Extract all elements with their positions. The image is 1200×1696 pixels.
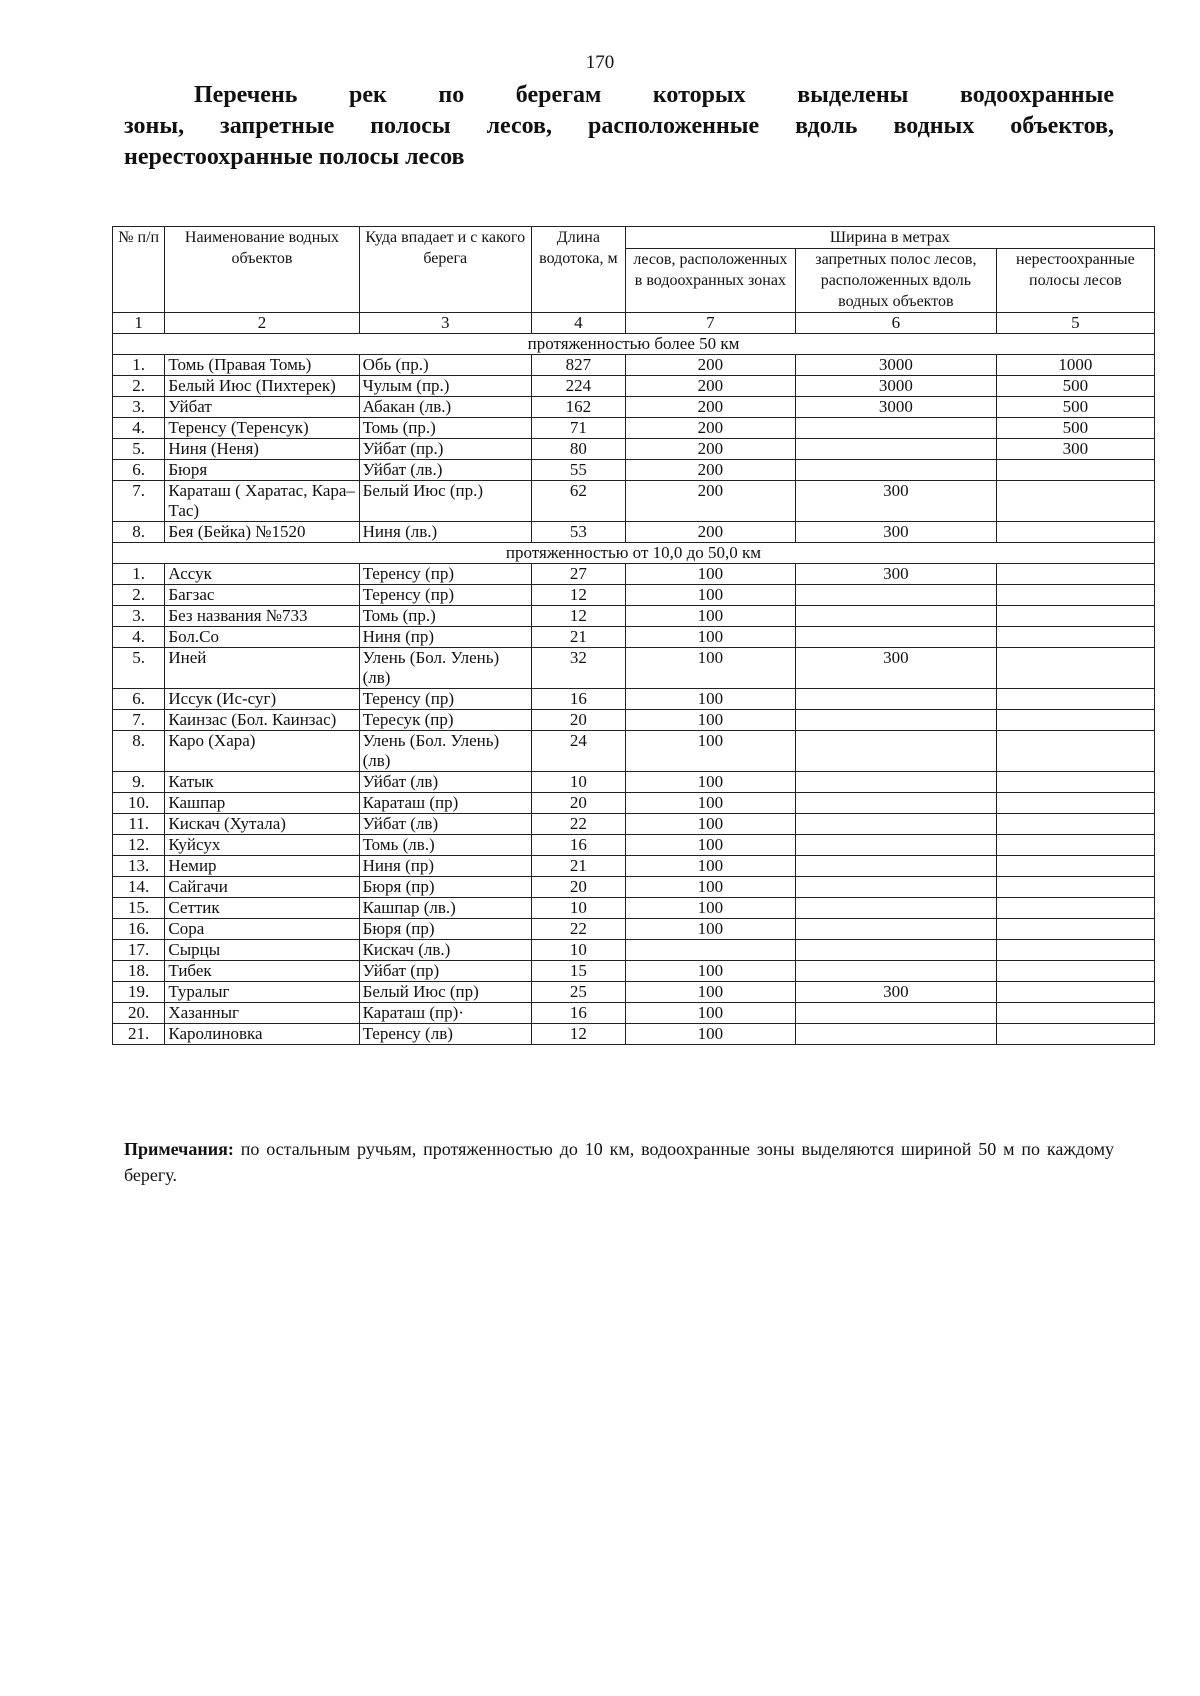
prohibited-strip-width [795, 919, 996, 940]
forest-zone-width: 200 [625, 376, 795, 397]
row-number: 12. [113, 835, 165, 856]
length-value: 55 [531, 460, 625, 481]
river-name: Томь (Правая Томь) [165, 355, 359, 376]
column-index: 1 [113, 313, 165, 334]
spawning-strip-width [996, 627, 1154, 648]
row-number: 15. [113, 898, 165, 919]
river-name: Хазанныг [165, 1003, 359, 1024]
table-row [113, 772, 1155, 793]
forest-zone-width: 100 [625, 982, 795, 1003]
length-value: 10 [531, 898, 625, 919]
river-name: Сеттик [165, 898, 359, 919]
row-number: 8. [113, 522, 165, 543]
title-line-2: зоны, запретные полосы лесов, расположенные вдоль водных объектов, [124, 113, 1114, 139]
row-number: 17. [113, 940, 165, 961]
spawning-strip-width [996, 731, 1154, 772]
table-row [113, 606, 1155, 627]
row-number: 2. [113, 585, 165, 606]
table-row [113, 418, 1155, 439]
river-name: Немир [165, 856, 359, 877]
forest-zone-width: 100 [625, 877, 795, 898]
mouth-bank: Уйбат (пр) [359, 961, 531, 982]
mouth-bank: Ниня (пр) [359, 856, 531, 877]
prohibited-strip-width [795, 585, 996, 606]
mouth-bank: Уйбат (лв) [359, 814, 531, 835]
column-index: 3 [359, 313, 531, 334]
spawning-strip-width: 500 [996, 397, 1154, 418]
length-value: 24 [531, 731, 625, 772]
prohibited-strip-width: 3000 [795, 376, 996, 397]
length-value: 21 [531, 627, 625, 648]
river-name: Иссук (Ис-суг) [165, 689, 359, 710]
spawning-strip-width [996, 606, 1154, 627]
length-value: 20 [531, 710, 625, 731]
mouth-bank: Улень (Бол. Улень) (лв) [359, 731, 531, 772]
forest-zone-width: 100 [625, 856, 795, 877]
prohibited-strip-width: 300 [795, 481, 996, 522]
section-title: протяженностью более 50 км [113, 334, 1155, 355]
spawning-strip-width [996, 814, 1154, 835]
row-number: 5. [113, 648, 165, 689]
forest-zone-width: 200 [625, 460, 795, 481]
table-row [113, 481, 1155, 522]
row-number: 16. [113, 919, 165, 940]
row-number: 19. [113, 982, 165, 1003]
river-name: Ниня (Неня) [165, 439, 359, 460]
table-row [113, 355, 1155, 376]
table-row [113, 648, 1155, 689]
river-name: Уйбат [165, 397, 359, 418]
table-row [113, 689, 1155, 710]
row-number: 21. [113, 1024, 165, 1045]
mouth-bank: Тересук (пр) [359, 710, 531, 731]
column-index: 5 [996, 313, 1154, 334]
table-row [113, 460, 1155, 481]
spawning-strip-width [996, 585, 1154, 606]
mouth-bank: Абакан (лв.) [359, 397, 531, 418]
section-title: протяженностью от 10,0 до 50,0 км [113, 543, 1155, 564]
row-number: 2. [113, 376, 165, 397]
title-line-3: нерестоохранные полосы лесов [124, 144, 465, 170]
prohibited-strip-width [795, 418, 996, 439]
length-value: 827 [531, 355, 625, 376]
length-value: 10 [531, 772, 625, 793]
river-name: Сырцы [165, 940, 359, 961]
river-name: Катык [165, 772, 359, 793]
spawning-strip-width [996, 793, 1154, 814]
mouth-bank: Уйбат (пр.) [359, 439, 531, 460]
mouth-bank: Теренсу (пр) [359, 564, 531, 585]
length-value: 12 [531, 606, 625, 627]
prohibited-strip-width [795, 898, 996, 919]
prohibited-strip-width [795, 439, 996, 460]
header-length: Длина водотока, м [531, 227, 625, 313]
forest-zone-width: 100 [625, 564, 795, 585]
prohibited-strip-width [795, 835, 996, 856]
mouth-bank: Кашпар (лв.) [359, 898, 531, 919]
length-value: 15 [531, 961, 625, 982]
mouth-bank: Томь (пр.) [359, 606, 531, 627]
table-row [113, 940, 1155, 961]
spawning-strip-width [996, 940, 1154, 961]
mouth-bank: Теренсу (пр) [359, 689, 531, 710]
table-row [113, 397, 1155, 418]
forest-zone-width: 100 [625, 814, 795, 835]
mouth-bank: Ниня (пр) [359, 627, 531, 648]
spawning-strip-width [996, 710, 1154, 731]
spawning-strip-width [996, 564, 1154, 585]
row-number: 8. [113, 731, 165, 772]
prohibited-strip-width [795, 793, 996, 814]
section-header-row [113, 543, 1155, 564]
table-body [113, 313, 1155, 1045]
forest-zone-width: 200 [625, 522, 795, 543]
spawning-strip-width: 1000 [996, 355, 1154, 376]
mouth-bank: Караташ (пр) [359, 793, 531, 814]
header-mouth: Куда впадает и с какого берега [359, 227, 531, 313]
rivers-table-container [112, 226, 1155, 1045]
river-name: Ассук [165, 564, 359, 585]
prohibited-strip-width: 300 [795, 648, 996, 689]
footnote-label: Примечания: [124, 1139, 234, 1159]
mouth-bank: Обь (пр.) [359, 355, 531, 376]
header-prohibited-strips: запретных полос лесов, расположенных вдоль водных объектов [795, 249, 996, 313]
river-name: Сайгачи [165, 877, 359, 898]
river-name: Куйсух [165, 835, 359, 856]
spawning-strip-width [996, 856, 1154, 877]
forest-zone-width: 200 [625, 481, 795, 522]
mouth-bank: Чулым (пр.) [359, 376, 531, 397]
mouth-bank: Уйбат (лв.) [359, 460, 531, 481]
prohibited-strip-width [795, 814, 996, 835]
length-value: 32 [531, 648, 625, 689]
header-width-group: Ширина в метрах [625, 227, 1154, 249]
spawning-strip-width [996, 648, 1154, 689]
spawning-strip-width [996, 835, 1154, 856]
prohibited-strip-width [795, 1024, 996, 1045]
table-row [113, 982, 1155, 1003]
row-number: 3. [113, 397, 165, 418]
prohibited-strip-width [795, 961, 996, 982]
length-value: 224 [531, 376, 625, 397]
length-value: 27 [531, 564, 625, 585]
row-number: 6. [113, 689, 165, 710]
column-index: 2 [165, 313, 359, 334]
length-value: 62 [531, 481, 625, 522]
spawning-strip-width: 500 [996, 376, 1154, 397]
prohibited-strip-width: 300 [795, 564, 996, 585]
spawning-strip-width [996, 919, 1154, 940]
river-name: Бол.Со [165, 627, 359, 648]
length-value: 162 [531, 397, 625, 418]
table-row [113, 856, 1155, 877]
footnote-text: по остальным ручьям, протяженностью до 10 км, водоохранные зоны выделяются шириной 50 м по каждому берегу. [124, 1139, 1114, 1185]
column-index-row [113, 313, 1155, 334]
river-name: Сора [165, 919, 359, 940]
prohibited-strip-width [795, 710, 996, 731]
prohibited-strip-width [795, 772, 996, 793]
spawning-strip-width [996, 689, 1154, 710]
river-name: Кискач (Хутала) [165, 814, 359, 835]
length-value: 10 [531, 940, 625, 961]
spawning-strip-width [996, 522, 1154, 543]
prohibited-strip-width [795, 856, 996, 877]
row-number: 11. [113, 814, 165, 835]
forest-zone-width: 200 [625, 418, 795, 439]
prohibited-strip-width [795, 1003, 996, 1024]
table-row [113, 877, 1155, 898]
prohibited-strip-width [795, 460, 996, 481]
length-value: 16 [531, 689, 625, 710]
river-name: Без названия №733 [165, 606, 359, 627]
mouth-bank: Бюря (пр) [359, 919, 531, 940]
mouth-bank: Томь (пр.) [359, 418, 531, 439]
prohibited-strip-width [795, 689, 996, 710]
mouth-bank: Теренсу (лв) [359, 1024, 531, 1045]
spawning-strip-width [996, 772, 1154, 793]
header-name: Наименование водных объектов [165, 227, 359, 313]
table-row [113, 710, 1155, 731]
row-number: 7. [113, 710, 165, 731]
forest-zone-width: 200 [625, 355, 795, 376]
table-row [113, 564, 1155, 585]
prohibited-strip-width: 3000 [795, 355, 996, 376]
table-row [113, 1003, 1155, 1024]
table-row [113, 793, 1155, 814]
prohibited-strip-width [795, 627, 996, 648]
river-name: Караташ ( Харатас, Кара–Тас) [165, 481, 359, 522]
forest-zone-width: 100 [625, 648, 795, 689]
length-value: 20 [531, 793, 625, 814]
forest-zone-width: 100 [625, 731, 795, 772]
forest-zone-width [625, 940, 795, 961]
length-value: 22 [531, 919, 625, 940]
table-row [113, 585, 1155, 606]
spawning-strip-width [996, 460, 1154, 481]
forest-zone-width: 100 [625, 627, 795, 648]
length-value: 16 [531, 1003, 625, 1024]
river-name: Кашпар [165, 793, 359, 814]
row-number: 14. [113, 877, 165, 898]
forest-zone-width: 100 [625, 1003, 795, 1024]
row-number: 7. [113, 481, 165, 522]
table-row [113, 835, 1155, 856]
header-num: № п/п [113, 227, 165, 313]
header-spawning-strips: нерестоохранные полосы лесов [996, 249, 1154, 313]
forest-zone-width: 200 [625, 439, 795, 460]
row-number: 10. [113, 793, 165, 814]
spawning-strip-width [996, 481, 1154, 522]
table-row [113, 731, 1155, 772]
spawning-strip-width [996, 982, 1154, 1003]
river-name: Иней [165, 648, 359, 689]
row-number: 6. [113, 460, 165, 481]
mouth-bank: Бюря (пр) [359, 877, 531, 898]
mouth-bank: Уйбат (лв) [359, 772, 531, 793]
spawning-strip-width [996, 961, 1154, 982]
forest-zone-width: 100 [625, 1024, 795, 1045]
table-row [113, 376, 1155, 397]
forest-zone-width: 100 [625, 772, 795, 793]
mouth-bank: Томь (лв.) [359, 835, 531, 856]
forest-zone-width: 100 [625, 835, 795, 856]
prohibited-strip-width: 3000 [795, 397, 996, 418]
table-row [113, 439, 1155, 460]
row-number: 1. [113, 355, 165, 376]
forest-zone-width: 100 [625, 689, 795, 710]
forest-zone-width: 100 [625, 793, 795, 814]
spawning-strip-width [996, 877, 1154, 898]
river-name: Каро (Хара) [165, 731, 359, 772]
title-line-1: Перечень рек по берегам которых выделены водоохранные [194, 82, 1114, 108]
river-name: Бея (Бейка) №1520 [165, 522, 359, 543]
river-name: Белый Июс (Пихтерек) [165, 376, 359, 397]
mouth-bank: Кискач (лв.) [359, 940, 531, 961]
table-row [113, 898, 1155, 919]
length-value: 21 [531, 856, 625, 877]
river-name: Каинзас (Бол. Каинзас) [165, 710, 359, 731]
length-value: 53 [531, 522, 625, 543]
length-value: 12 [531, 1024, 625, 1045]
table-row [113, 1024, 1155, 1045]
table-row [113, 961, 1155, 982]
row-number: 4. [113, 627, 165, 648]
page-number: 170 [585, 52, 615, 73]
mouth-bank: Белый Июс (пр.) [359, 481, 531, 522]
prohibited-strip-width: 300 [795, 982, 996, 1003]
length-value: 16 [531, 835, 625, 856]
mouth-bank: Ниня (лв.) [359, 522, 531, 543]
spawning-strip-width: 500 [996, 418, 1154, 439]
column-index: 7 [625, 313, 795, 334]
forest-zone-width: 100 [625, 919, 795, 940]
mouth-bank: Улень (Бол. Улень) (лв) [359, 648, 531, 689]
prohibited-strip-width [795, 606, 996, 627]
forest-zone-width: 200 [625, 397, 795, 418]
row-number: 20. [113, 1003, 165, 1024]
table-header-row [113, 227, 1155, 249]
header-forest-zone: лесов, расположенных в водоохранных зонах [625, 249, 795, 313]
row-number: 3. [113, 606, 165, 627]
column-index: 4 [531, 313, 625, 334]
length-value: 80 [531, 439, 625, 460]
table-row [113, 919, 1155, 940]
table-row [113, 522, 1155, 543]
spawning-strip-width [996, 898, 1154, 919]
forest-zone-width: 100 [625, 585, 795, 606]
row-number: 9. [113, 772, 165, 793]
row-number: 5. [113, 439, 165, 460]
forest-zone-width: 100 [625, 606, 795, 627]
mouth-bank: Теренсу (пр) [359, 585, 531, 606]
row-number: 18. [113, 961, 165, 982]
forest-zone-width: 100 [625, 710, 795, 731]
length-value: 22 [531, 814, 625, 835]
length-value: 12 [531, 585, 625, 606]
river-name: Бюря [165, 460, 359, 481]
mouth-bank: Караташ (пр)· [359, 1003, 531, 1024]
spawning-strip-width [996, 1024, 1154, 1045]
prohibited-strip-width [795, 877, 996, 898]
column-index: 6 [795, 313, 996, 334]
rivers-table [112, 226, 1155, 1045]
prohibited-strip-width [795, 940, 996, 961]
table-row [113, 627, 1155, 648]
table-row [113, 814, 1155, 835]
section-header-row [113, 334, 1155, 355]
spawning-strip-width [996, 1003, 1154, 1024]
prohibited-strip-width [795, 731, 996, 772]
row-number: 1. [113, 564, 165, 585]
river-name: Каролиновка [165, 1024, 359, 1045]
length-value: 71 [531, 418, 625, 439]
length-value: 25 [531, 982, 625, 1003]
forest-zone-width: 100 [625, 961, 795, 982]
river-name: Теренсу (Теренсук) [165, 418, 359, 439]
river-name: Багзас [165, 585, 359, 606]
spawning-strip-width: 300 [996, 439, 1154, 460]
footnote [124, 1136, 1114, 1188]
forest-zone-width: 100 [625, 898, 795, 919]
river-name: Туралыг [165, 982, 359, 1003]
prohibited-strip-width: 300 [795, 522, 996, 543]
document-title [124, 80, 1114, 173]
row-number: 4. [113, 418, 165, 439]
river-name: Тибек [165, 961, 359, 982]
length-value: 20 [531, 877, 625, 898]
mouth-bank: Белый Июс (пр) [359, 982, 531, 1003]
row-number: 13. [113, 856, 165, 877]
